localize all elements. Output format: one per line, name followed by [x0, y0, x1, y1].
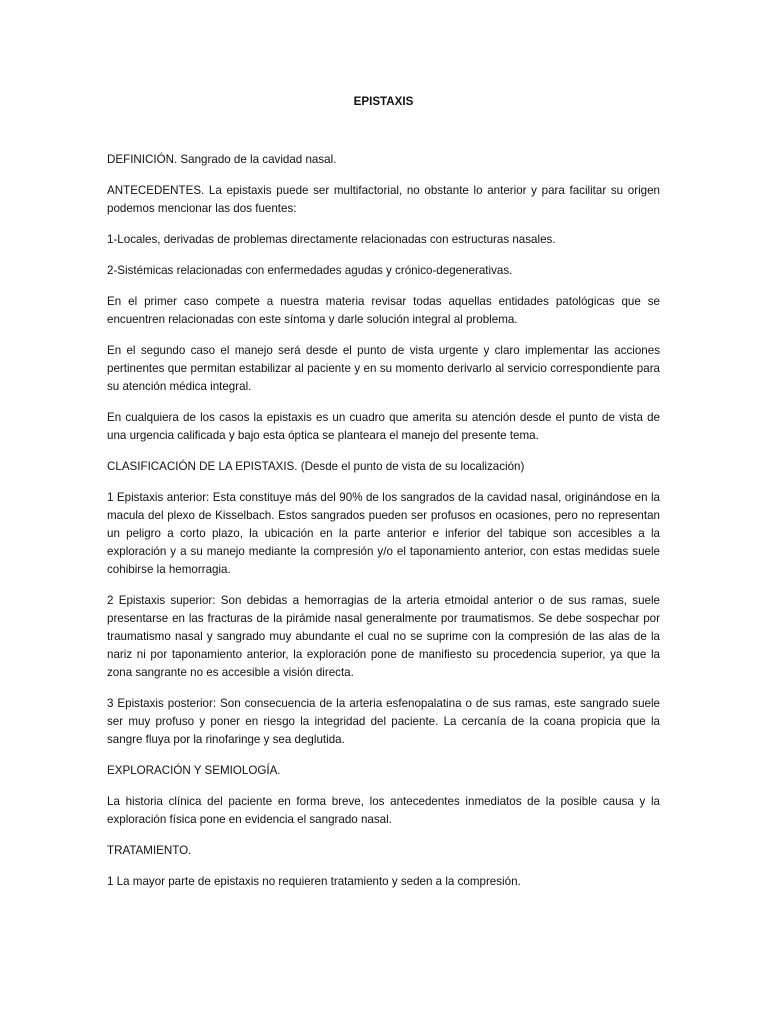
document-page [107, 95, 660, 904]
paragraph-antecedentes: ANTECEDENTES. La epistaxis puede ser multifactorial, no obstante lo anterior y para facilitar su origen podemos mencionar las dos fuentes: [107, 184, 660, 215]
paragraph-tratamiento-heading: TRATAMIENTO. [107, 844, 192, 857]
paragraph-epistaxis-anterior: 1 Epistaxis anterior: Esta constituye más del 90% de los sangrados de la cavidad nasal, originándose en la macula del plexo de Kisselbach. Estos sangrados pueden ser profusos en ocasiones, pero no representan un peligro a corto plazo, la ubicación en la parte anterior e inferior del tabique son accesibles a la exploración y a su manejo mediante la compresión y/o el taponamiento anterior, con estas medidas suele cohibirse la hemorragia. [107, 491, 660, 576]
paragraph-segundo-caso: En el segundo caso el manejo será desde el punto de vista urgente y claro implementar las acciones pertinentes que permitan estabilizar al paciente y en su momento derivarlo al servicio correspondiente para su atención médica integral. [107, 344, 660, 393]
paragraph-cualquiera: En cualquiera de los casos la epistaxis es un cuadro que amerita su atención desde el punto de vista de una urgencia calificada y bajo esta óptica se planteara el manejo del presente tema. [107, 411, 660, 442]
document-title: EPISTAXIS [353, 95, 414, 108]
paragraph-historia-clinica: La historia clínica del paciente en forma breve, los antecedentes inmediatos de la posible causa y la exploración física pone en evidencia el sangrado nasal. [107, 795, 660, 826]
paragraph-epistaxis-superior: 2 Epistaxis superior: Son debidas a hemorragias de la arteria etmoidal anterior o de sus ramas, suele presentarse en las fracturas de la pirámide nasal generalmente por traumatismos. Se debe sospechar por traumatismo nasal y sangrado muy abundante el cual no se suprime con la compresión de las alas de la nariz ni por taponamiento anterior, la exploración pone de manifiesto su procedencia superior, ya que la zona sangrante no es accesible a visión directa. [107, 594, 660, 679]
paragraph-epistaxis-posterior: 3 Epistaxis posterior: Son consecuencia de la arteria esfenopalatina o de sus ramas, este sangrado suele ser muy profuso y poner en riesgo la integridad del paciente. La cercanía de la coana propicia que la sangre fluya por la rinofaringe y sea deglutida. [107, 697, 660, 746]
paragraph-exploracion-heading: EXPLORACIÓN Y SEMIOLOGÍA. [107, 764, 281, 777]
paragraph-primer-caso: En el primer caso compete a nuestra materia revisar todas aquellas entidades patológicas que se encuentren relacionadas con este síntoma y darle solución integral al problema. [107, 295, 660, 326]
paragraph-definicion: DEFINICIÓN. Sangrado de la cavidad nasal. [107, 153, 337, 166]
paragraph-tratamiento-1: 1 La mayor parte de epistaxis no requieren tratamiento y seden a la compresión. [107, 875, 521, 888]
paragraph-clasificacion: CLASIFICACIÓN DE LA EPISTAXIS. (Desde el punto de vista de su localización) [107, 460, 525, 473]
paragraph-locales: 1-Locales, derivadas de problemas directamente relacionadas con estructuras nasales. [107, 233, 556, 246]
paragraph-sistemicas: 2-Sistémicas relacionadas con enfermedades agudas y crónico-degenerativas. [107, 264, 513, 277]
